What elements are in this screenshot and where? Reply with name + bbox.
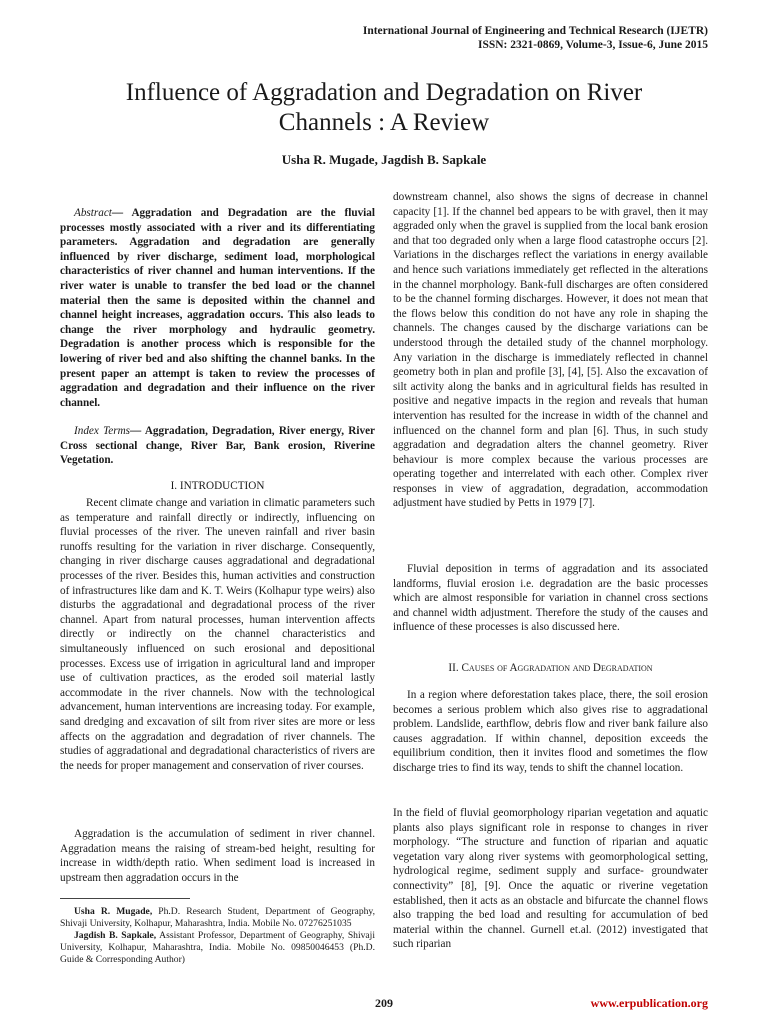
footnote-author-1-text: Ph.D. Research Student, Department of Geography, Shivaji University, Kolhapur, Maharashtra, India. Mobile No. 07276251035 xyxy=(60,906,375,929)
right-paragraph-3-text: In a region where deforestation takes place, there, the soil erosion becomes a serious problem which also gives rise to aggradational problem. Landslide, earthflow, debris flow and river bank failure also causes aggradation. If within channel, deposition exceeds the equilibrium condition, then it invites flood and sometimes the flow discharge tries to find its way, tends to shift the channel location. xyxy=(393,689,708,774)
right-paragraph-4-text: In the field of fluvial geomorphology riparian vegetation and aquatic plants also plays significant role in response to changes in river morphology. “The structure and function of riparian and aquatic vegetation vary along river systems with geomorphological setting, hydrological regime, sediment supply and surface- groundwater connectivity” [8], [9]. Once the aquatic or riverine vegetation established, then it acts as an obstacle and bifurcate the channel flows also trapping the bed load and resulting for accumulation of bed material within the channel. Gurnell et.al. (2012) investigated that such riparian xyxy=(393,807,708,951)
publisher-url[interactable]: www.erpublication.org xyxy=(590,996,708,1010)
intro-paragraph-1 xyxy=(60,496,375,773)
footnote-author-2 xyxy=(60,930,375,966)
footnote-author-1-name: Usha R. Mugade, xyxy=(74,906,153,917)
right-paragraph-2-text: Fluvial deposition in terms of aggradation and its associated landforms, fluvial erosion i.e. degradation are the basic processes which are almost responsible for variation in channel cross sections and channel width adjustment. Therefore the study of the causes and influence of these processes is also discussed here. xyxy=(393,563,708,634)
abstract-label: Abstract xyxy=(74,207,112,219)
journal-name: International Journal of Engineering and Technical Research (IJETR) xyxy=(362,25,708,37)
right-paragraph-3 xyxy=(393,688,708,776)
abstract xyxy=(60,206,375,410)
right-paragraph-2 xyxy=(393,562,708,635)
footnote-author-2-text: Assistant Professor, Department of Geography, Shivaji University, Kolhapur, Maharashtra, India. Mobile No. 09850046453 (Ph.D. Guide & Corresponding Author) xyxy=(60,930,376,965)
journal-header xyxy=(363,24,708,52)
index-terms xyxy=(60,424,375,468)
index-terms-label: Index Terms xyxy=(74,425,131,437)
paper-title xyxy=(40,78,728,138)
section-heading-introduction: I. INTRODUCTION xyxy=(170,480,265,492)
index-terms-text: Aggradation, Degradation, River energy, River Cross sectional change, River Bar, Bank erosion, Riverine Vegetation. xyxy=(60,425,376,467)
page-number: 209 xyxy=(375,996,393,1010)
paper-authors: Usha R. Mugade, Jagdish B. Sapkale xyxy=(281,152,487,167)
right-paragraph-4 xyxy=(393,806,708,952)
right-paragraph-1 xyxy=(393,190,708,511)
intro-paragraph-1-text: Recent climate change and variation in climatic parameters such as temperature and rainfall directly or indirectly, influencing on fluvial processes of the river. The uneven rainfall and river basin runoffs resulting for the variation in river discharge. Consequently, changing in river discharge causes aggradational and degradational processes of the river. Besides this, human activities and construction of infrastructures like dam and K. T. Weirs (Kolhapur type weirs) also disturbs the aggradational and degradational process of the river channel. Apart from natural processes, human intervention affects directly or indirectly on the channel characteristics and simultaneously influenced on such erosional and depositional processes. Excess use of irrigation in agricultural land and improper use of cultivation practices, as the eroded soil material lastly accommodate in the river channels. Now with the technological advancement, human interventions are increasing today. For example, sand dredging and excavation of silt from river sites are more or less affects on the aggradation and degradation of river channels. The studies of aggradational and degradational characteristics of rivers are the needs for proper management and conservation of river courses. xyxy=(60,497,375,772)
paper-title-line1: Influence of Aggradation and Degradation on River xyxy=(125,79,643,106)
intro-paragraph-2 xyxy=(60,827,375,885)
footnote-author-2-name: Jagdish B. Sapkale, xyxy=(74,930,157,941)
footnote-divider xyxy=(60,898,190,899)
abstract-text: Aggradation and Degradation are the fluvial processes mostly associated with a river and its differentiating parameters. Aggradation and degradation are generally influenced by river discharge, sediment load, morphological characteristics of river channel and human interventions. If the river water is unable to transfer the bed load or the channel material then the same is deposited within the channel and channel height increases, aggradation occurs. This also leads to change the river morphology and hydraulic geometry. Degradation is another process which is responsible for the lowering of river bed and also shifting the channel banks. In the present paper an attempt is taken to review the processes of aggradation and degradation and their influence on the river channel. xyxy=(60,207,375,409)
index-terms-dash: — xyxy=(130,425,142,437)
abstract-dash: — xyxy=(111,207,124,219)
author-footnotes xyxy=(60,906,375,966)
intro-paragraph-2-text: Aggradation is the accumulation of sediment in river channel. Aggradation means the raising of stream-bed height, resulting for increase in width/depth ratio. When sediment load is increased in upstream then aggradation occurs in the xyxy=(60,828,375,884)
section-heading-causes: II. Causes of Aggradation and Degradation xyxy=(448,662,653,674)
journal-issn: ISSN: 2321-0869, Volume-3, Issue-6, June 2015 xyxy=(477,39,708,51)
right-paragraph-1-text: downstream channel, also shows the signs of decrease in channel capacity [1]. If the channel bed appears to be with gravel, then it may aggraded only when the gravel is supplied from the local bank erosion and that too degraded only when a large flood catastrophe occurs [2]. Variations in the discharges reflect the variations in energy available and hence such variations immediately get reflected in the alterations in the channel morphology. Bank-full discharges are often considered to be the channel forming discharges. However, it does not mean that the flows below this condition do not have any role in shaping the channels. The changes caused by the discharge variations can be understood through the detailed study of the channel morphology. Any variation in the discharge is immediately reflected in channel geometry both in plan and profile [3], [4], [5]. Also the excavation of silt activity along the banks and in agricultural fields has resulted in positive and negative impacts in the region and reveals that human intervention has resulted for the increase in width of the channel and influenced on the channel form and plan [6]. Thus, in such study aggradation and degradation alters the channel geometry. River behaviour is more complex because the various processes are operating together and interrelated with each other. Complex river responses in view of aggradation, degradation, accommodation adjustment have studied by Petts in 1979 [7]. xyxy=(393,191,708,510)
paper-title-line2: Channels : A Review xyxy=(278,109,490,136)
footnote-author-1 xyxy=(60,906,375,930)
